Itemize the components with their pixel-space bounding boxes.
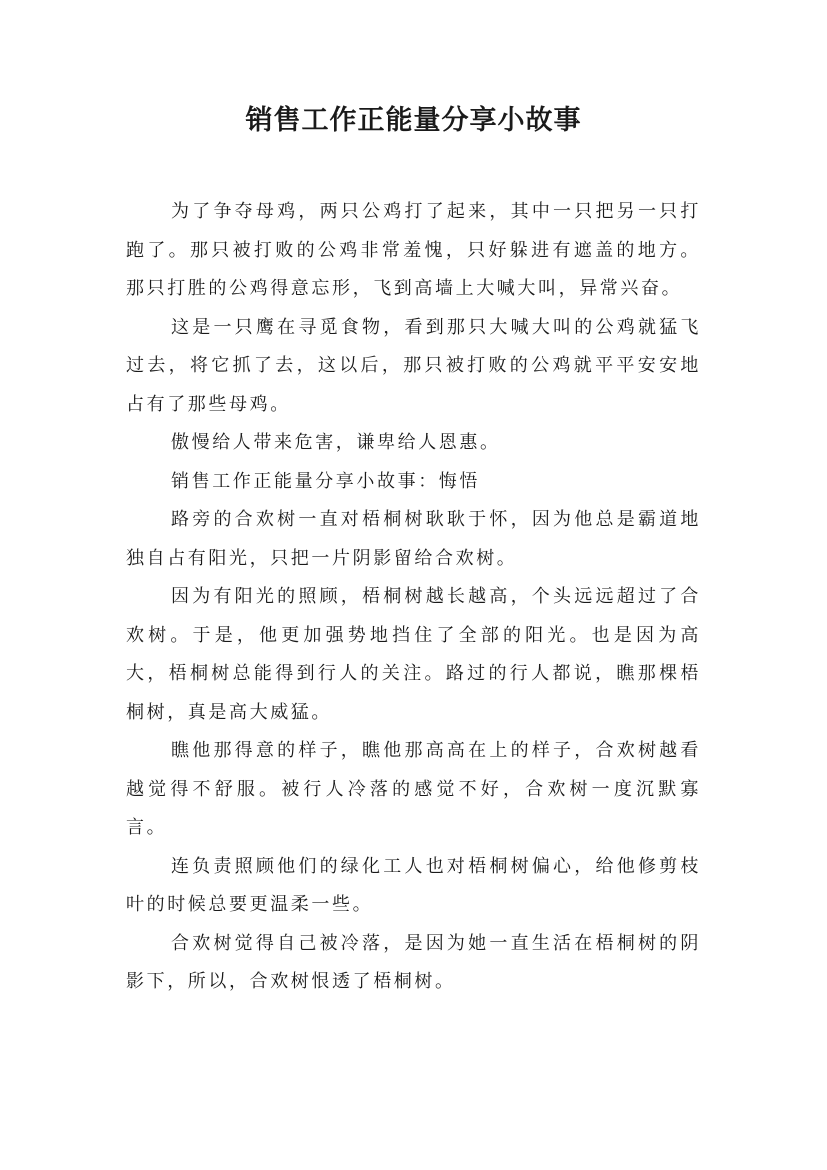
section-heading: 销售工作正能量分享小故事：悔悟 bbox=[171, 470, 480, 492]
paragraph-1: 为了争夺母鸡，两只公鸡打了起来，其中一只把另一只打跑了。那只被打败的公鸡非常羞愧，只好躲进有遮盖的地方。那只打胜的公鸡得意忘形，飞到高墙上大喊大叫，异常兴奋。 bbox=[126, 201, 701, 299]
paragraph-7: 瞧他那得意的样子，瞧他那高高在上的样子，合欢树越看越觉得不舒服。被行人冷落的感觉不好，合欢树一度沉默寡言。 bbox=[126, 740, 701, 838]
paragraph-8: 连负责照顾他们的绿化工人也对梧桐树偏心，给他修剪枝叶的时候总要更温柔一些。 bbox=[126, 855, 701, 915]
document-body bbox=[126, 193, 701, 1002]
paragraph-3: 傲慢给人带来危害，谦卑给人恩惠。 bbox=[171, 432, 501, 453]
paragraph-9: 合欢树觉得自己被冷落，是因为她一直生活在梧桐树的阴影下，所以，合欢树恨透了梧桐树。 bbox=[126, 932, 701, 992]
paragraph-6: 因为有阳光的照顾，梧桐树越长越高，个头远远超过了合欢树。于是，他更加强势地挡住了全部的阳光。也是因为高大，梧桐树总能得到行人的关注。路过的行人都说，瞧那棵梧桐树，真是高大威猛。 bbox=[126, 586, 701, 723]
paragraph-5: 路旁的合欢树一直对梧桐树耿耿于怀，因为他总是霸道地独自占有阳光，只把一片阴影留给合欢树。 bbox=[126, 509, 701, 569]
paragraph-2: 这是一只鹰在寻觅食物，看到那只大喊大叫的公鸡就猛飞过去，将它抓了去，这以后，那只被打败的公鸡就平平安安地占有了那些母鸡。 bbox=[126, 316, 701, 415]
document-title: 销售工作正能量分享小故事 bbox=[245, 105, 582, 136]
